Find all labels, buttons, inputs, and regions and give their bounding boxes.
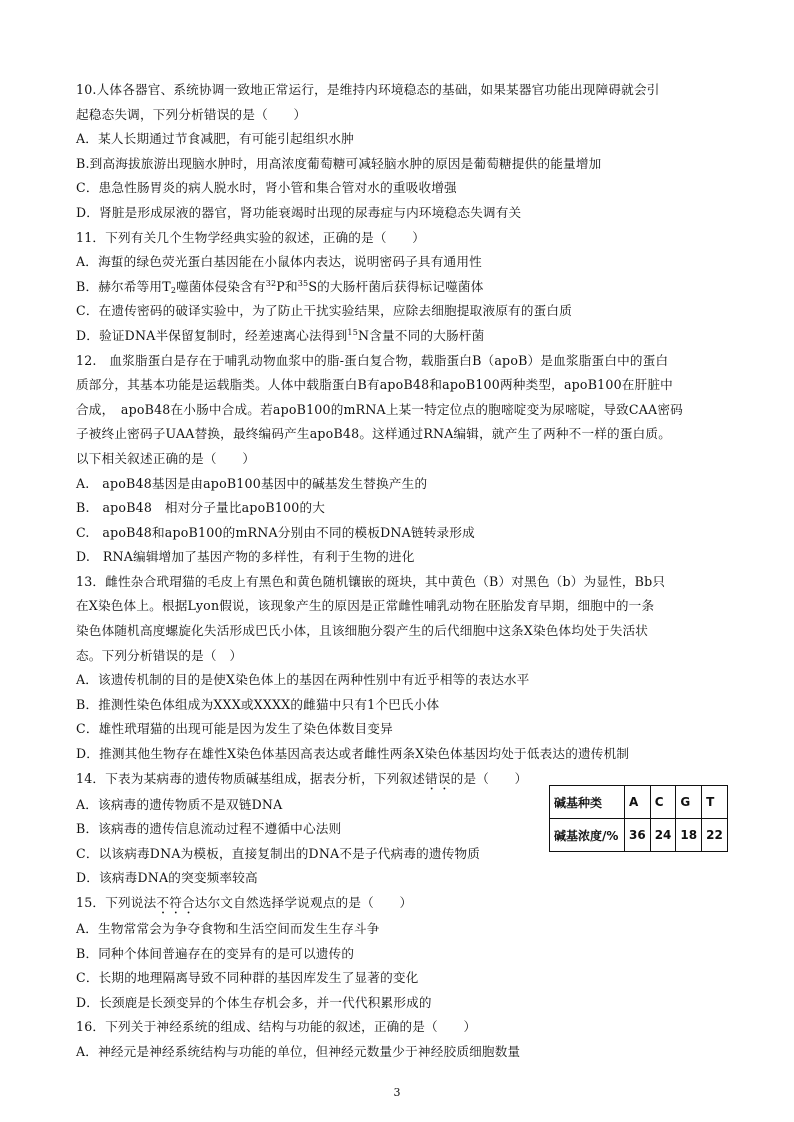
q16-stem: 16．下列关于神经系统的组成、结构与功能的叙述，正确的是（ ） (76, 1019, 477, 1035)
q13-option-c: C．雄性玳瑁猫的出现可能是因为发生了染色体数目变异 (76, 721, 393, 737)
q13-line-3: 染色体随机高度螺旋化失活形成巴氏小体，且该细胞分裂产生的后代细胞中这条X染色体均处于失活状 (76, 623, 649, 639)
q12-line-1: 12. 血浆脂蛋白是存在于哺乳动物血浆中的脂-蛋白复合物，载脂蛋白B（apoB）是血浆脂蛋白中的蛋白 (76, 352, 669, 368)
exam-page (76, 78, 736, 1065)
base-a: A (625, 786, 651, 819)
q14-option-d: D．该病毒DNA的突变频率较高 (76, 870, 258, 886)
q13-line-4: 态。下列分析错误的是（ ） (76, 647, 243, 663)
base-type-label: 碱基种类 (550, 786, 625, 819)
q11-stem: 11．下列有关几个生物学经典实验的叙述，正确的是（ ） (76, 229, 426, 245)
q15-option-d: D．长颈鹿是长颈变异的个体生存机会多，并一代代积累形成的 (76, 994, 432, 1010)
q10-line-1: 10.人体各器官、系统协调一致地正常运行，是维持内环境稳态的基础，如果某器官功能出现障碍就会引 (76, 82, 660, 97)
q15-option-b: B．同种个体间普遍存在的变异有的是可以遗传的 (76, 945, 355, 961)
q16-option-a: A．神经元是神经系统结构与功能的单位，但神经元数量少于神经胶质细胞数量 (76, 1043, 521, 1059)
value-g: 18 (676, 819, 702, 852)
q10-line-2: 起稳态失调，下列分析错误的是（ ） (76, 106, 307, 122)
q12-option-a: A. apoB48基因是由apoB100基因中的碱基发生替换产生的 (76, 475, 428, 491)
q12-line-5: 以下相关叙述正确的是（ ） (76, 450, 256, 466)
q15-option-a: A．生物常常会为争夺食物和生活空间而发生生存斗争 (76, 921, 380, 936)
q13-option-d: D．推测其他生物存在雄性X染色体基因高表达或者雌性两条X染色体基因均处于低表达的遗传机制 (76, 746, 630, 762)
q10-option-d: D．肾脏是形成尿液的器官，肾功能衰竭时出现的尿毒症与内环境稳态失调有关 (76, 204, 522, 220)
q12-option-d: D. RNA编辑增加了基因产物的多样性，有利于生物的进化 (76, 549, 415, 565)
q12-option-c: C. apoB48和apoB100的mRNA分别由不同的模板DNA链转录形成 (76, 524, 475, 540)
q15-option-c: C．长期的地理隔离导致不同种群的基因库发生了显著的变化 (76, 970, 419, 986)
q11-option-a: A．海蜇的绿色荧光蛋白基因能在小鼠体内表达，说明密码子具有通用性 (76, 254, 482, 270)
q10-option-a: A．某人长期通过节食减肥，有可能引起组织水肿 (76, 131, 354, 147)
q12-line-3: 合成， apoB48在小肠中合成。若apoB100的mRNA上某一特定位点的胞嘧啶变为尿嘧啶，导致CAA密码 (76, 401, 683, 417)
q12-line-2: 质部分，其基本功能是运载脂类。人体中载脂蛋白B有apoB48和apoB100两种类型，apoB100在肝脏中 (76, 377, 673, 393)
base-concentration-label: 碱基浓度/% (550, 819, 625, 852)
q12-line-4: 子被终止密码子UAA替换，最终编码产生apoB48。这样通过RNA编辑，就产生了两种不一样的蛋白质。 (76, 426, 672, 442)
value-t: 22 (702, 819, 728, 852)
page-number: 3 (393, 1086, 401, 1099)
value-a: 36 (625, 819, 651, 852)
q13-option-a: A．该遗传机制的目的是使X染色体上的基因在两种性别中有近乎相等的表达水平 (76, 672, 530, 688)
q14-option-a: A．该病毒的遗传物质不是双链DNA (76, 796, 283, 812)
base-g: G (676, 786, 702, 819)
q15-stem: 15．下列说法不符合达尔文自然选择学说观点的是（ ） (76, 895, 413, 910)
value-c: 24 (650, 819, 676, 852)
q11-option-b: B．赫尔希等用$T_2$噬菌体侵染含有$^{32}$P和$^{35}$S的大肠杆菌后获得标记噬菌体 (76, 278, 484, 295)
q11-option-d: D．验证DNA半保留复制时，经差速离心法得到$^{15}$N含量不同的大肠杆菌 (76, 327, 485, 343)
base-type-row (550, 786, 728, 819)
q12-option-b: B. apoB48 相对分子量比apoB100的大 (76, 500, 326, 516)
q10-option-b: B.到高海拔旅游出现脑水肿时，用高浓度葡萄糖可减轻脑水肿的原因是葡萄糖提供的能量增加 (76, 155, 602, 171)
q10-option-c: C．患急性肠胃炎的病人脱水时，肾小管和集合管对水的重吸收增强 (76, 180, 457, 196)
base-c: C (650, 786, 676, 819)
base-concentration-row (550, 819, 728, 852)
q14-stem: 14．下表为某病毒的遗传物质碱基组成，据表分析，下列叙述错误的是（ ） (76, 770, 528, 786)
q14-option-c: C．以该病毒DNA为模板，直接复制出的DNA不是子代病毒的遗传物质 (76, 845, 481, 861)
q13-option-b: B．推测性染色体组成为XXX或XXXX的雌猫中只有1个巴氏小体 (76, 696, 440, 712)
base-composition-table (549, 785, 728, 852)
base-t: T (702, 786, 728, 819)
q14-option-b: B．该病毒的遗传信息流动过程不遵循中心法则 (76, 821, 342, 837)
q13-line-2: 在X染色体上。根据Lyon假说，该现象产生的原因是正常雌性哺乳动物在胚胎发育早期，细胞中的一条 (76, 598, 655, 614)
base-table (549, 785, 728, 852)
q13-line-1: 13．雌性杂合玳瑁猫的毛皮上有黑色和黄色随机镶嵌的斑块，其中黄色（B）对黑色（b）为显性，Bb只 (76, 573, 666, 589)
q11-option-c: C．在遗传密码的破译实验中，为了防止干扰实验结果，应除去细胞提取液原有的蛋白质 (76, 303, 572, 319)
